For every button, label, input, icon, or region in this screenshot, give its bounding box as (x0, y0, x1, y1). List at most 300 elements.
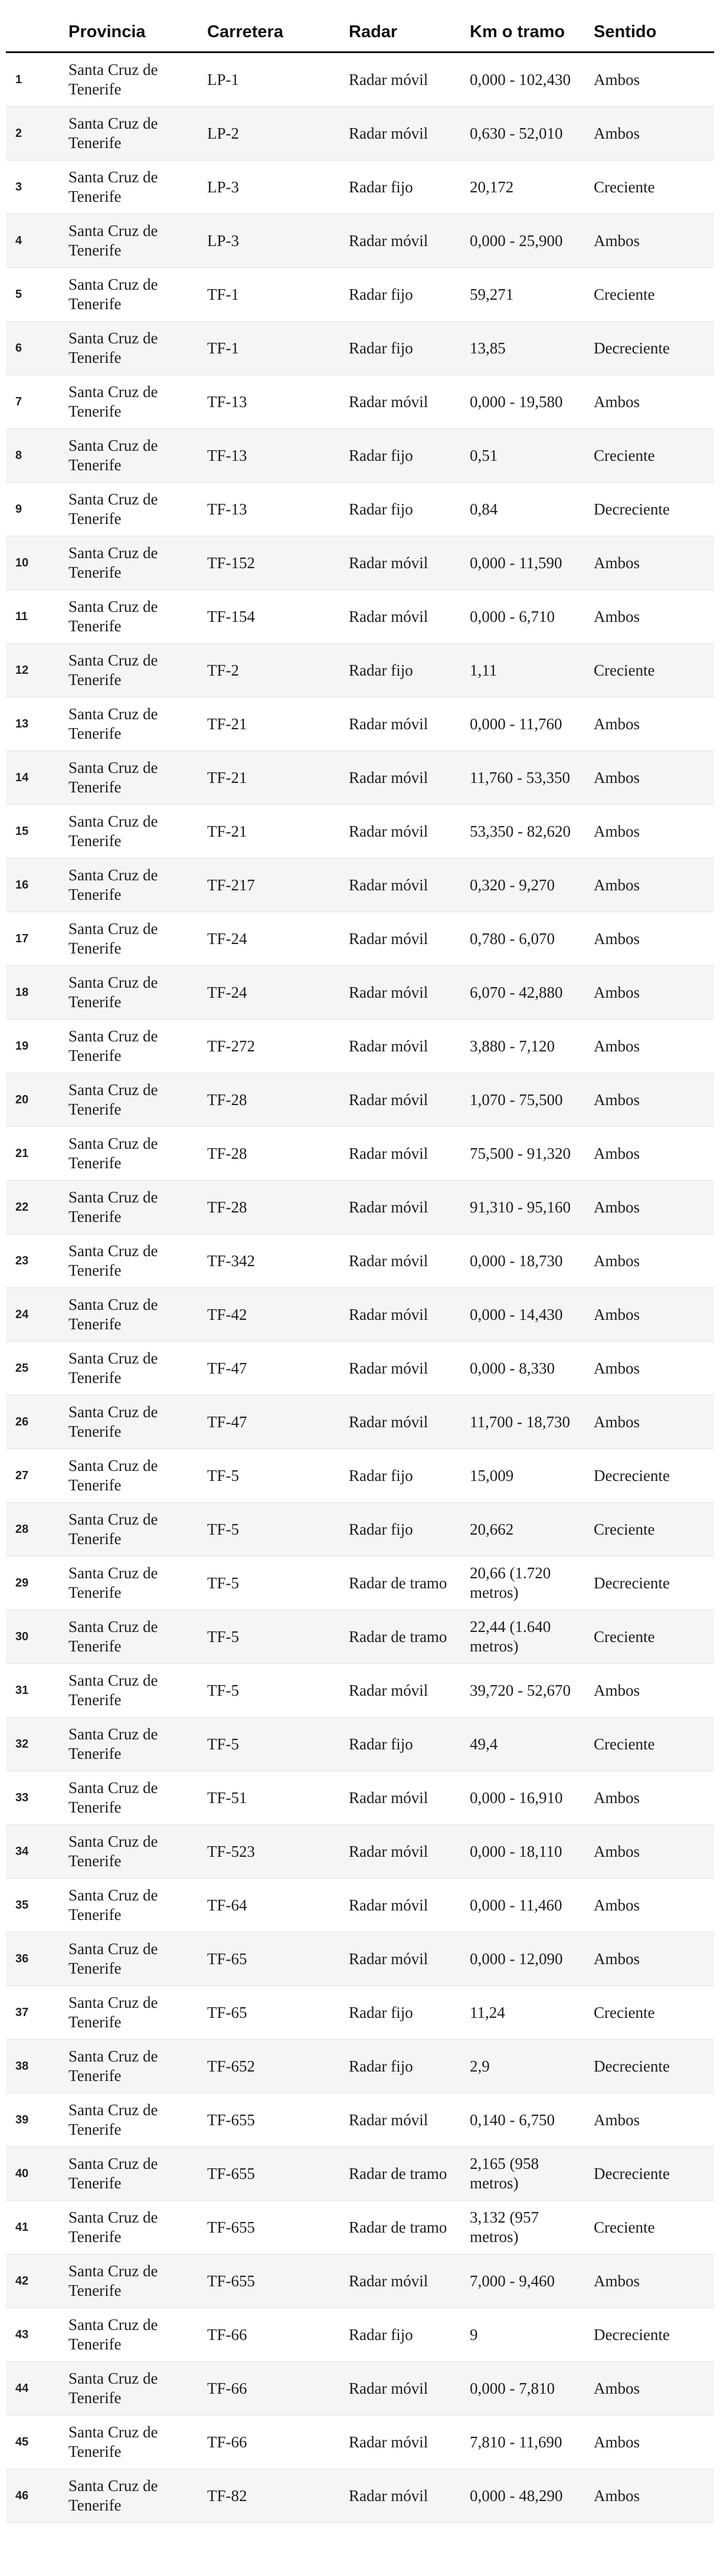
cell-radar: Radar móvil (345, 590, 466, 644)
cell-provincia: Santa Cruz de Tenerife (65, 268, 204, 322)
cell-radar: Radar móvil (345, 1395, 466, 1449)
cell-provincia: Santa Cruz de Tenerife (65, 2362, 204, 2416)
cell-provincia: Santa Cruz de Tenerife (65, 1610, 204, 1664)
cell-sentido: Decreciente (590, 1449, 714, 1503)
cell-km: 0,000 - 102,430 (466, 53, 590, 107)
cell-radar: Radar móvil (345, 2469, 466, 2523)
radar-table (6, 21, 714, 2523)
cell-provincia: Santa Cruz de Tenerife (65, 1449, 204, 1503)
cell-provincia: Santa Cruz de Tenerife (65, 536, 204, 590)
cell-provincia: Santa Cruz de Tenerife (65, 2308, 204, 2362)
cell-provincia: Santa Cruz de Tenerife (65, 1395, 204, 1449)
cell-km: 53,350 - 82,620 (466, 805, 590, 858)
table-row (6, 214, 714, 268)
cell-provincia: Santa Cruz de Tenerife (65, 160, 204, 214)
row-number: 28 (6, 1503, 65, 1556)
cell-provincia: Santa Cruz de Tenerife (65, 1718, 204, 1771)
cell-radar: Radar fijo (345, 1503, 466, 1556)
cell-provincia: Santa Cruz de Tenerife (65, 590, 204, 644)
cell-carretera: TF-65 (204, 1932, 345, 1986)
cell-carretera: TF-272 (204, 1020, 345, 1073)
cell-radar: Radar móvil (345, 805, 466, 858)
cell-provincia: Santa Cruz de Tenerife (65, 1342, 204, 1395)
cell-km: 0,000 - 16,910 (466, 1771, 590, 1825)
table-row (6, 53, 714, 107)
cell-provincia: Santa Cruz de Tenerife (65, 2093, 204, 2147)
cell-radar: Radar móvil (345, 53, 466, 107)
cell-radar: Radar de tramo (345, 2147, 466, 2201)
table-row (6, 2147, 714, 2201)
cell-sentido: Ambos (590, 1825, 714, 1879)
cell-carretera: TF-5 (204, 1610, 345, 1664)
cell-radar: Radar móvil (345, 966, 466, 1020)
cell-km: 0,51 (466, 429, 590, 483)
row-number: 25 (6, 1342, 65, 1395)
row-number: 34 (6, 1825, 65, 1879)
cell-km: 20,66 (1.720 metros) (466, 1556, 590, 1610)
row-number: 39 (6, 2093, 65, 2147)
cell-radar: Radar móvil (345, 1288, 466, 1342)
cell-provincia: Santa Cruz de Tenerife (65, 2469, 204, 2523)
table-row (6, 1986, 714, 2040)
cell-km: 0,780 - 6,070 (466, 912, 590, 966)
table-row (6, 429, 714, 483)
cell-carretera: TF-655 (204, 2201, 345, 2254)
cell-km: 7,000 - 9,460 (466, 2254, 590, 2308)
table-row (6, 697, 714, 751)
cell-carretera: TF-47 (204, 1342, 345, 1395)
cell-carretera: TF-21 (204, 751, 345, 805)
cell-carretera: TF-342 (204, 1234, 345, 1288)
table-row (6, 2362, 714, 2416)
cell-km: 20,662 (466, 1503, 590, 1556)
cell-provincia: Santa Cruz de Tenerife (65, 751, 204, 805)
row-number: 12 (6, 644, 65, 697)
cell-carretera: TF-64 (204, 1879, 345, 1932)
cell-provincia: Santa Cruz de Tenerife (65, 1825, 204, 1879)
row-number: 3 (6, 160, 65, 214)
cell-provincia: Santa Cruz de Tenerife (65, 697, 204, 751)
cell-radar: Radar fijo (345, 160, 466, 214)
table-row (6, 590, 714, 644)
cell-km: 0,630 - 52,010 (466, 107, 590, 160)
table-row (6, 1503, 714, 1556)
cell-sentido: Creciente (590, 2201, 714, 2254)
header-provincia: Provincia (65, 21, 204, 53)
table-row (6, 1825, 714, 1879)
cell-carretera: TF-152 (204, 536, 345, 590)
cell-radar: Radar móvil (345, 536, 466, 590)
cell-carretera: TF-523 (204, 1825, 345, 1879)
row-number: 18 (6, 966, 65, 1020)
cell-carretera: TF-21 (204, 697, 345, 751)
cell-radar: Radar móvil (345, 2254, 466, 2308)
table-row (6, 858, 714, 912)
cell-provincia: Santa Cruz de Tenerife (65, 1664, 204, 1718)
cell-sentido: Ambos (590, 1879, 714, 1932)
cell-radar: Radar móvil (345, 858, 466, 912)
header-carretera: Carretera (204, 21, 345, 53)
cell-radar: Radar móvil (345, 107, 466, 160)
table-row (6, 536, 714, 590)
cell-radar: Radar móvil (345, 1181, 466, 1234)
cell-radar: Radar móvil (345, 1879, 466, 1932)
table-row (6, 483, 714, 536)
cell-sentido: Decreciente (590, 2040, 714, 2093)
row-number: 4 (6, 214, 65, 268)
row-number: 45 (6, 2416, 65, 2469)
cell-carretera: TF-28 (204, 1127, 345, 1181)
row-number: 17 (6, 912, 65, 966)
row-number: 1 (6, 53, 65, 107)
table-row (6, 1395, 714, 1449)
cell-sentido: Ambos (590, 536, 714, 590)
cell-provincia: Santa Cruz de Tenerife (65, 644, 204, 697)
cell-carretera: TF-24 (204, 912, 345, 966)
row-number: 23 (6, 1234, 65, 1288)
row-number: 22 (6, 1181, 65, 1234)
cell-carretera: TF-655 (204, 2093, 345, 2147)
cell-radar: Radar móvil (345, 1234, 466, 1288)
cell-provincia: Santa Cruz de Tenerife (65, 107, 204, 160)
cell-km: 39,720 - 52,670 (466, 1664, 590, 1718)
table-row (6, 107, 714, 160)
cell-sentido: Ambos (590, 1664, 714, 1718)
cell-radar: Radar de tramo (345, 1610, 466, 1664)
cell-carretera: TF-24 (204, 966, 345, 1020)
cell-km: 75,500 - 91,320 (466, 1127, 590, 1181)
cell-provincia: Santa Cruz de Tenerife (65, 1127, 204, 1181)
cell-km: 3,880 - 7,120 (466, 1020, 590, 1073)
cell-km: 6,070 - 42,880 (466, 966, 590, 1020)
cell-km: 0,000 - 11,590 (466, 536, 590, 590)
cell-provincia: Santa Cruz de Tenerife (65, 858, 204, 912)
table-row (6, 1879, 714, 1932)
cell-sentido: Creciente (590, 1718, 714, 1771)
cell-carretera: TF-13 (204, 375, 345, 429)
table-row (6, 2308, 714, 2362)
cell-provincia: Santa Cruz de Tenerife (65, 912, 204, 966)
table-row (6, 2254, 714, 2308)
table-row (6, 1234, 714, 1288)
table-row (6, 1449, 714, 1503)
cell-km: 0,000 - 11,760 (466, 697, 590, 751)
cell-sentido: Ambos (590, 1181, 714, 1234)
cell-provincia: Santa Cruz de Tenerife (65, 966, 204, 1020)
cell-carretera: TF-28 (204, 1073, 345, 1127)
cell-provincia: Santa Cruz de Tenerife (65, 1288, 204, 1342)
table-row (6, 1664, 714, 1718)
row-number: 29 (6, 1556, 65, 1610)
table-body (6, 53, 714, 2523)
cell-sentido: Creciente (590, 644, 714, 697)
table-row (6, 1342, 714, 1395)
table-row (6, 1718, 714, 1771)
cell-radar: Radar de tramo (345, 1556, 466, 1610)
cell-sentido: Creciente (590, 429, 714, 483)
cell-km: 11,24 (466, 1986, 590, 2040)
cell-radar: Radar móvil (345, 1664, 466, 1718)
row-number: 44 (6, 2362, 65, 2416)
cell-sentido: Creciente (590, 1503, 714, 1556)
cell-radar: Radar móvil (345, 2416, 466, 2469)
cell-radar: Radar fijo (345, 1718, 466, 1771)
cell-km: 3,132 (957 metros) (466, 2201, 590, 2254)
table-row (6, 2093, 714, 2147)
cell-sentido: Decreciente (590, 1556, 714, 1610)
cell-sentido: Ambos (590, 1342, 714, 1395)
cell-sentido: Ambos (590, 1771, 714, 1825)
row-number: 37 (6, 1986, 65, 2040)
row-number: 40 (6, 2147, 65, 2201)
row-number: 36 (6, 1932, 65, 1986)
row-number: 19 (6, 1020, 65, 1073)
cell-provincia: Santa Cruz de Tenerife (65, 805, 204, 858)
cell-km: 20,172 (466, 160, 590, 214)
cell-radar: Radar fijo (345, 429, 466, 483)
cell-sentido: Ambos (590, 751, 714, 805)
cell-km: 0,000 - 19,580 (466, 375, 590, 429)
cell-provincia: Santa Cruz de Tenerife (65, 53, 204, 107)
cell-radar: Radar de tramo (345, 2201, 466, 2254)
cell-radar: Radar móvil (345, 697, 466, 751)
cell-km: 0,320 - 9,270 (466, 858, 590, 912)
cell-km: 0,000 - 12,090 (466, 1932, 590, 1986)
cell-km: 0,000 - 18,110 (466, 1825, 590, 1879)
cell-sentido: Ambos (590, 2362, 714, 2416)
cell-sentido: Ambos (590, 53, 714, 107)
cell-sentido: Ambos (590, 2254, 714, 2308)
cell-km: 0,84 (466, 483, 590, 536)
cell-sentido: Ambos (590, 697, 714, 751)
row-number: 10 (6, 536, 65, 590)
row-number: 2 (6, 107, 65, 160)
cell-carretera: TF-655 (204, 2254, 345, 2308)
cell-km: 0,000 - 11,460 (466, 1879, 590, 1932)
cell-carretera: TF-66 (204, 2362, 345, 2416)
cell-radar: Radar móvil (345, 214, 466, 268)
cell-sentido: Creciente (590, 1986, 714, 2040)
cell-carretera: LP-1 (204, 53, 345, 107)
cell-carretera: TF-13 (204, 483, 345, 536)
row-number: 6 (6, 322, 65, 375)
cell-radar: Radar móvil (345, 1127, 466, 1181)
cell-carretera: TF-5 (204, 1718, 345, 1771)
row-number: 21 (6, 1127, 65, 1181)
cell-carretera: TF-1 (204, 268, 345, 322)
cell-sentido: Decreciente (590, 483, 714, 536)
table-row (6, 1771, 714, 1825)
row-number: 35 (6, 1879, 65, 1932)
cell-radar: Radar fijo (345, 1449, 466, 1503)
cell-carretera: TF-47 (204, 1395, 345, 1449)
cell-km: 0,000 - 7,810 (466, 2362, 590, 2416)
cell-radar: Radar móvil (345, 375, 466, 429)
cell-sentido: Ambos (590, 214, 714, 268)
row-number: 42 (6, 2254, 65, 2308)
row-number: 8 (6, 429, 65, 483)
cell-radar: Radar móvil (345, 912, 466, 966)
cell-radar: Radar móvil (345, 751, 466, 805)
cell-sentido: Ambos (590, 107, 714, 160)
cell-km: 13,85 (466, 322, 590, 375)
cell-radar: Radar móvil (345, 1771, 466, 1825)
cell-provincia: Santa Cruz de Tenerife (65, 1771, 204, 1825)
cell-provincia: Santa Cruz de Tenerife (65, 1986, 204, 2040)
cell-km: 0,140 - 6,750 (466, 2093, 590, 2147)
cell-km: 0,000 - 6,710 (466, 590, 590, 644)
table-row (6, 1932, 714, 1986)
row-number: 13 (6, 697, 65, 751)
cell-km: 0,000 - 8,330 (466, 1342, 590, 1395)
cell-km: 0,000 - 25,900 (466, 214, 590, 268)
cell-carretera: TF-5 (204, 1664, 345, 1718)
row-number: 46 (6, 2469, 65, 2523)
table-row (6, 1073, 714, 1127)
cell-provincia: Santa Cruz de Tenerife (65, 322, 204, 375)
row-number: 15 (6, 805, 65, 858)
table-header (6, 21, 714, 53)
cell-sentido: Creciente (590, 1610, 714, 1664)
table-row (6, 2469, 714, 2523)
row-number: 7 (6, 375, 65, 429)
cell-radar: Radar móvil (345, 1020, 466, 1073)
cell-carretera: TF-5 (204, 1503, 345, 1556)
cell-km: 11,700 - 18,730 (466, 1395, 590, 1449)
cell-provincia: Santa Cruz de Tenerife (65, 483, 204, 536)
cell-sentido: Ambos (590, 1073, 714, 1127)
cell-sentido: Ambos (590, 2093, 714, 2147)
cell-carretera: TF-21 (204, 805, 345, 858)
header-radar: Radar (345, 21, 466, 53)
table-row (6, 2040, 714, 2093)
cell-carretera: TF-154 (204, 590, 345, 644)
table-row (6, 912, 714, 966)
cell-sentido: Decreciente (590, 322, 714, 375)
cell-carretera: LP-3 (204, 214, 345, 268)
cell-provincia: Santa Cruz de Tenerife (65, 214, 204, 268)
cell-km: 59,271 (466, 268, 590, 322)
header-row (6, 21, 714, 53)
cell-km: 11,760 - 53,350 (466, 751, 590, 805)
cell-carretera: LP-3 (204, 160, 345, 214)
table-row (6, 1288, 714, 1342)
cell-sentido: Ambos (590, 966, 714, 1020)
cell-radar: Radar fijo (345, 268, 466, 322)
cell-radar: Radar móvil (345, 2093, 466, 2147)
row-number: 41 (6, 2201, 65, 2254)
cell-sentido: Ambos (590, 1288, 714, 1342)
table-row (6, 1610, 714, 1664)
cell-carretera: TF-51 (204, 1771, 345, 1825)
cell-sentido: Ambos (590, 590, 714, 644)
table-row (6, 1556, 714, 1610)
cell-km: 2,165 (958 metros) (466, 2147, 590, 2201)
row-number: 26 (6, 1395, 65, 1449)
cell-carretera: TF-82 (204, 2469, 345, 2523)
cell-carretera: TF-5 (204, 1449, 345, 1503)
cell-carretera: TF-13 (204, 429, 345, 483)
cell-carretera: TF-5 (204, 1556, 345, 1610)
row-number: 32 (6, 1718, 65, 1771)
cell-radar: Radar móvil (345, 1073, 466, 1127)
cell-provincia: Santa Cruz de Tenerife (65, 1073, 204, 1127)
cell-km: 0,000 - 14,430 (466, 1288, 590, 1342)
table-row (6, 644, 714, 697)
cell-radar: Radar fijo (345, 1986, 466, 2040)
cell-provincia: Santa Cruz de Tenerife (65, 1556, 204, 1610)
cell-sentido: Ambos (590, 1127, 714, 1181)
cell-sentido: Decreciente (590, 2147, 714, 2201)
header-num (6, 21, 65, 53)
table-row (6, 966, 714, 1020)
table-row (6, 2201, 714, 2254)
cell-carretera: TF-1 (204, 322, 345, 375)
row-number: 31 (6, 1664, 65, 1718)
cell-provincia: Santa Cruz de Tenerife (65, 2147, 204, 2201)
cell-provincia: Santa Cruz de Tenerife (65, 2201, 204, 2254)
cell-km: 7,810 - 11,690 (466, 2416, 590, 2469)
cell-sentido: Ambos (590, 2469, 714, 2523)
cell-km: 2,9 (466, 2040, 590, 2093)
cell-km: 15,009 (466, 1449, 590, 1503)
table-row (6, 375, 714, 429)
cell-carretera: TF-42 (204, 1288, 345, 1342)
row-number: 27 (6, 1449, 65, 1503)
cell-km: 1,11 (466, 644, 590, 697)
cell-km: 22,44 (1.640 metros) (466, 1610, 590, 1664)
cell-radar: Radar fijo (345, 644, 466, 697)
row-number: 5 (6, 268, 65, 322)
header-km: Km o tramo (466, 21, 590, 53)
cell-radar: Radar móvil (345, 1825, 466, 1879)
cell-sentido: Decreciente (590, 2308, 714, 2362)
header-sentido: Sentido (590, 21, 714, 53)
table-row (6, 1020, 714, 1073)
cell-km: 9 (466, 2308, 590, 2362)
cell-carretera: TF-655 (204, 2147, 345, 2201)
cell-radar: Radar fijo (345, 483, 466, 536)
cell-carretera: TF-65 (204, 1986, 345, 2040)
cell-sentido: Ambos (590, 1020, 714, 1073)
cell-km: 0,000 - 18,730 (466, 1234, 590, 1288)
cell-radar: Radar móvil (345, 1932, 466, 1986)
cell-sentido: Ambos (590, 1234, 714, 1288)
cell-radar: Radar móvil (345, 2362, 466, 2416)
cell-radar: Radar fijo (345, 2040, 466, 2093)
table-row (6, 322, 714, 375)
cell-provincia: Santa Cruz de Tenerife (65, 375, 204, 429)
cell-radar: Radar móvil (345, 1342, 466, 1395)
cell-provincia: Santa Cruz de Tenerife (65, 2254, 204, 2308)
table-row (6, 268, 714, 322)
cell-sentido: Creciente (590, 268, 714, 322)
row-number: 43 (6, 2308, 65, 2362)
cell-sentido: Creciente (590, 160, 714, 214)
cell-carretera: TF-66 (204, 2308, 345, 2362)
row-number: 20 (6, 1073, 65, 1127)
cell-sentido: Ambos (590, 375, 714, 429)
cell-sentido: Ambos (590, 805, 714, 858)
cell-carretera: TF-652 (204, 2040, 345, 2093)
table-row (6, 2416, 714, 2469)
cell-km: 1,070 - 75,500 (466, 1073, 590, 1127)
cell-radar: Radar fijo (345, 2308, 466, 2362)
cell-carretera: TF-2 (204, 644, 345, 697)
cell-provincia: Santa Cruz de Tenerife (65, 1181, 204, 1234)
row-number: 11 (6, 590, 65, 644)
cell-provincia: Santa Cruz de Tenerife (65, 1932, 204, 1986)
